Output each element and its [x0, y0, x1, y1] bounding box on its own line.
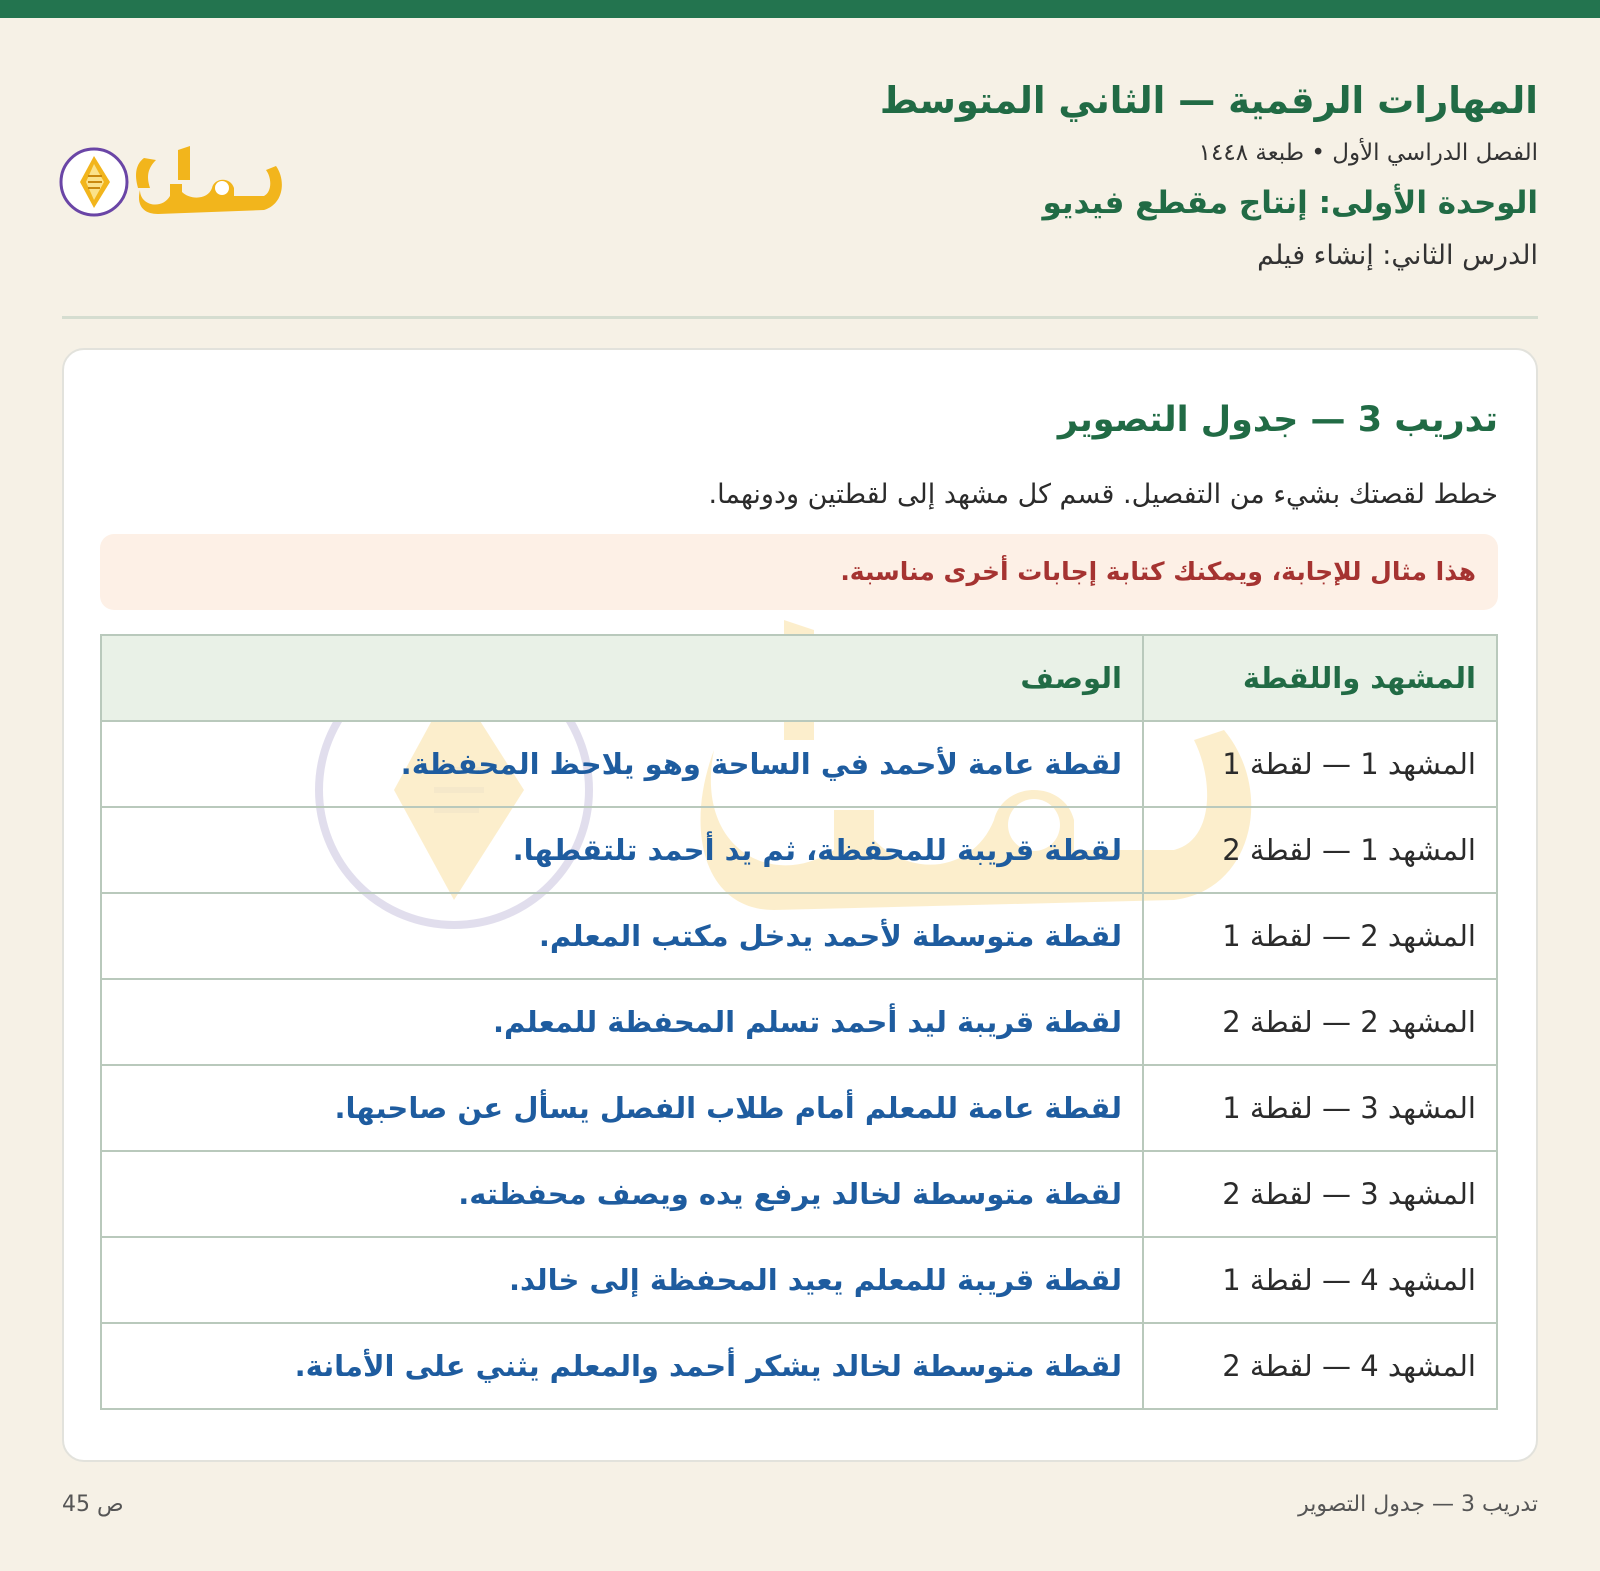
page-header: [438, 70, 1538, 280]
top-accent-bar: [0, 0, 1600, 18]
table-header-row: [101, 635, 1497, 721]
scene-cell: المشهد 2 — لقطة 1: [1143, 893, 1497, 979]
exercise-instructions: خطط لقصتك بشيء من التفصيل. قسم كل مشهد إلى لقطتين ودونهما.: [708, 479, 1498, 510]
footer-exercise-label: تدريب 3 — جدول التصوير: [1298, 1492, 1538, 1517]
shot-list-table: [100, 634, 1498, 1410]
description-cell: لقطة عامة لأحمد في الساحة وهو يلاحظ المحفظة.: [101, 721, 1143, 807]
edition-line: الفصل الدراسي الأول • طبعة ١٤٤٨: [1198, 140, 1538, 166]
table-row: [101, 979, 1497, 1065]
scene-cell: المشهد 4 — لقطة 2: [1143, 1323, 1497, 1409]
lesson-title: الدرس الثاني: إنشاء فيلم: [1257, 240, 1538, 271]
table-row: [101, 1065, 1497, 1151]
description-cell: لقطة متوسطة لخالد يرفع يده ويصف محفظته.: [101, 1151, 1143, 1237]
book-title: المهارات الرقمية — الثاني المتوسط: [879, 79, 1538, 122]
hulul-logo: [58, 130, 288, 230]
description-cell: لقطة قريبة للمعلم يعيد المحفظة إلى خالد.: [101, 1237, 1143, 1323]
scene-cell: المشهد 3 — لقطة 2: [1143, 1151, 1497, 1237]
table-row: [101, 1323, 1497, 1409]
description-cell: لقطة قريبة للمحفظة، ثم يد أحمد تلتقطها.: [101, 807, 1143, 893]
scene-cell: المشهد 1 — لقطة 2: [1143, 807, 1497, 893]
unit-title: الوحدة الأولى: إنتاج مقطع فيديو: [1042, 185, 1538, 221]
scene-cell: المشهد 4 — لقطة 1: [1143, 1237, 1497, 1323]
description-cell: لقطة متوسطة لأحمد يدخل مكتب المعلم.: [101, 893, 1143, 979]
table-row: [101, 1151, 1497, 1237]
header-divider: [62, 316, 1538, 319]
scene-cell: المشهد 1 — لقطة 1: [1143, 721, 1497, 807]
exercise-title: تدريب 3 — جدول التصوير: [1057, 400, 1498, 440]
sample-answer-note: هذا مثال للإجابة، ويمكنك كتابة إجابات أخرى مناسبة.: [100, 534, 1498, 610]
footer-page-number: ص 45: [62, 1492, 124, 1517]
description-cell: لقطة قريبة ليد أحمد تسلم المحفظة للمعلم.: [101, 979, 1143, 1065]
exercise-card: [62, 348, 1538, 1462]
column-header-description: الوصف: [101, 635, 1143, 721]
description-cell: لقطة متوسطة لخالد يشكر أحمد والمعلم يثني على الأمانة.: [101, 1323, 1143, 1409]
table-row: [101, 807, 1497, 893]
table-row: [101, 893, 1497, 979]
scene-cell: المشهد 2 — لقطة 2: [1143, 979, 1497, 1065]
description-cell: لقطة عامة للمعلم أمام طلاب الفصل يسأل عن صاحبها.: [101, 1065, 1143, 1151]
column-header-scene: المشهد واللقطة: [1143, 635, 1497, 721]
scene-cell: المشهد 3 — لقطة 1: [1143, 1065, 1497, 1151]
table-row: [101, 1237, 1497, 1323]
table-row: [101, 721, 1497, 807]
